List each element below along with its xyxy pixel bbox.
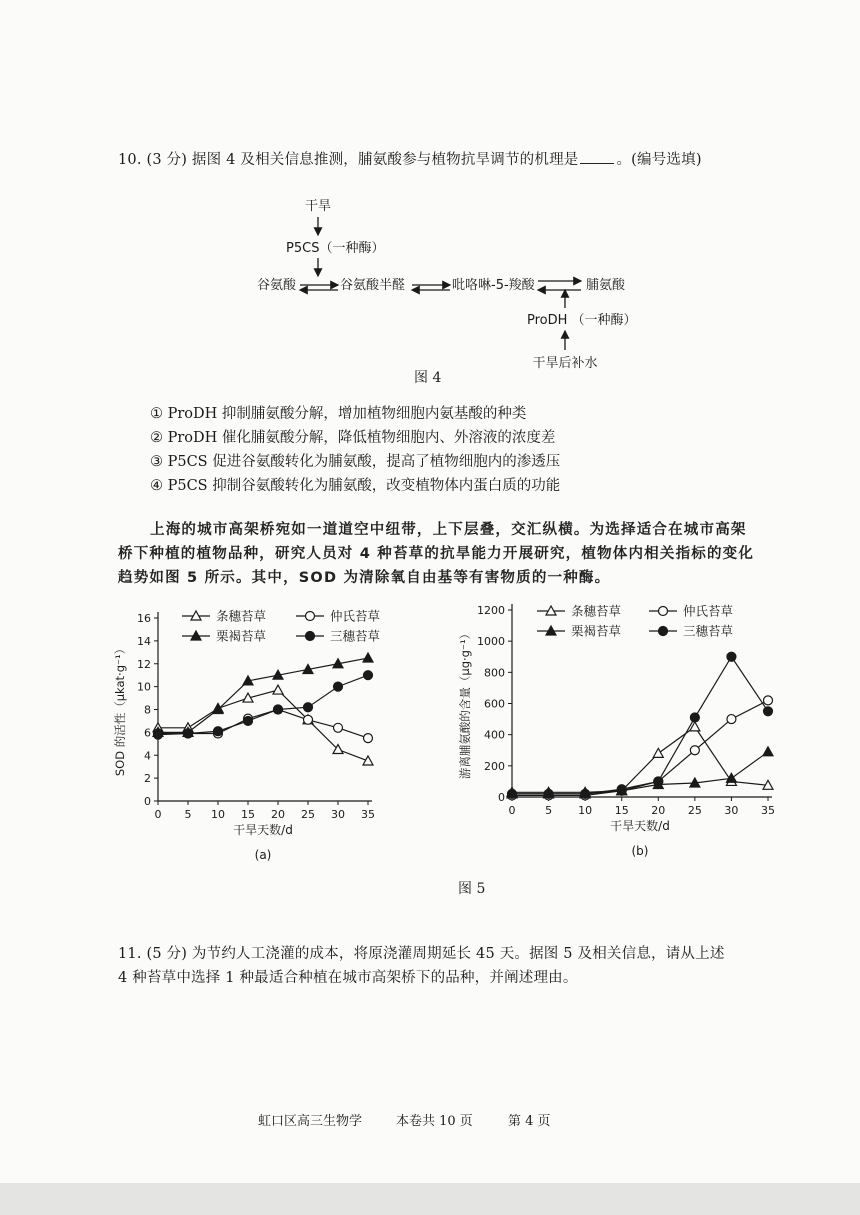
y-tick-label: 2 [144, 772, 151, 786]
y-tick-label: 12 [137, 657, 151, 671]
data-point [364, 671, 373, 680]
data-point [304, 715, 313, 724]
data-point [764, 696, 773, 705]
question-10-suffix: 。(编号选填) [616, 152, 702, 168]
x-axis-label: 干旱天数/d [610, 819, 670, 833]
intro-paragraph-line-2: 桥下种植的植物品种，研究人员对 4 种苔草的抗旱能力开展研究，植物体内相关指标的变化 [118, 546, 755, 562]
node-semialdehyde: 谷氨酸半醛 [340, 278, 406, 293]
legend-label: 仲氏苔草 [683, 603, 734, 619]
data-point [727, 715, 736, 724]
footer-page-number: 第 4 页 [508, 1114, 551, 1129]
y-tick-label: 16 [137, 612, 151, 625]
legend-marker [306, 632, 315, 641]
legend-label: 栗褐苔草 [571, 623, 622, 639]
data-point [304, 703, 313, 712]
question-10 [118, 148, 702, 169]
legend-label: 条穗苔草 [571, 603, 622, 619]
y-tick-label: 400 [484, 728, 505, 742]
figure-5-caption: 图 5 [458, 881, 486, 897]
panel-label: (b) [631, 844, 649, 858]
legend-label: 条穗苔草 [216, 608, 267, 624]
data-point [764, 707, 773, 716]
chart-a-sod [110, 598, 430, 870]
data-point [690, 746, 699, 755]
node-p5cs: P5CS（一种酶） [286, 241, 385, 256]
x-tick-label: 5 [184, 808, 192, 821]
option-2: ② ProDH 催化脯氨酸分解，降低植物细胞内、外溶液的浓度差 [150, 430, 556, 446]
series-line-2 [158, 658, 368, 732]
data-point [763, 747, 773, 756]
legend-label: 三穗苔草 [330, 628, 381, 644]
intro-paragraph-line-3: 趋势如图 5 所示。其中，SOD 为清除氧自由基等有害物质的一种酶。 [118, 570, 611, 586]
node-drought: 干旱 [304, 199, 332, 214]
data-point [274, 705, 283, 714]
answer-blank[interactable] [580, 151, 614, 164]
y-tick-label: 0 [498, 791, 505, 804]
figure-4-caption: 图 4 [414, 370, 442, 386]
data-point [508, 789, 517, 798]
node-prodh: ProDH （一种酶） [527, 313, 637, 328]
legend-label: 仲氏苔草 [330, 608, 381, 624]
x-tick-label: 15 [614, 804, 629, 817]
scan-bottom-band [0, 1183, 860, 1215]
x-tick-label: 30 [331, 808, 345, 821]
y-axis-label: 游离脯氨酸的含量（μg·g⁻¹） [458, 627, 472, 780]
y-tick-label: 800 [484, 666, 505, 680]
option-3: ③ P5CS 促进谷氨酸转化为脯氨酸，提高了植物细胞内的渗透压 [150, 454, 561, 470]
y-tick-label: 10 [137, 680, 151, 694]
data-point [581, 789, 590, 798]
x-tick-label: 0 [508, 804, 516, 817]
y-tick-label: 6 [144, 726, 151, 740]
y-tick-label: 0 [144, 795, 151, 808]
data-point [726, 773, 736, 782]
data-point [617, 785, 626, 794]
chart-b-proline [455, 598, 795, 870]
y-axis-label: SOD 的活性（μkat·g⁻¹） [113, 642, 127, 777]
x-axis-label: 干旱天数/d [233, 823, 293, 837]
x-tick-label: 5 [545, 804, 553, 817]
data-point [244, 716, 253, 725]
node-glutamate: 谷氨酸 [257, 278, 297, 293]
data-point [184, 729, 193, 738]
y-tick-label: 14 [137, 634, 151, 648]
x-tick-label: 15 [241, 808, 255, 821]
x-tick-label: 25 [687, 804, 702, 817]
x-tick-label: 30 [724, 804, 739, 817]
node-proline: 脯氨酸 [586, 278, 626, 293]
data-point [214, 727, 223, 736]
panel-label: (a) [254, 848, 272, 862]
x-tick-label: 35 [361, 808, 375, 821]
node-rewater: 干旱后补水 [532, 356, 598, 371]
legend-marker [306, 612, 315, 621]
y-tick-label: 1200 [477, 604, 505, 617]
data-point [653, 748, 663, 757]
x-tick-label: 10 [211, 808, 225, 821]
data-point [364, 734, 373, 743]
data-point [544, 789, 553, 798]
y-tick-label: 4 [144, 749, 151, 763]
question-10-text: 10. (3 分) 据图 4 及相关信息推测，脯氨酸参与植物抗旱调节的机理是 [118, 152, 579, 168]
question-11-line-2: 4 种苔草中选择 1 种最适合种植在城市高架桥下的品种，并阐述理由。 [118, 970, 578, 986]
y-tick-label: 600 [484, 697, 505, 711]
y-tick-label: 200 [484, 759, 505, 773]
footer-total-pages: 本卷共 10 页 [396, 1114, 473, 1129]
legend-marker [659, 607, 668, 616]
option-1: ① ProDH 抑制脯氨酸分解，增加植物细胞内氨基酸的种类 [150, 406, 527, 422]
x-tick-label: 35 [761, 804, 775, 817]
series-line-3 [512, 657, 768, 794]
y-tick-label: 1000 [477, 635, 505, 649]
legend-label: 三穗苔草 [683, 623, 734, 639]
x-tick-label: 0 [154, 808, 162, 821]
legend-marker [659, 627, 668, 636]
node-p5c: 吡咯啉-5-羧酸 [452, 278, 535, 293]
data-point [654, 777, 663, 786]
data-point [690, 713, 699, 722]
x-tick-label: 10 [578, 804, 593, 817]
x-tick-label: 20 [271, 808, 285, 821]
data-point [334, 723, 343, 732]
footer-school: 虹口区高三生物学 [258, 1114, 363, 1129]
data-point [273, 685, 283, 694]
intro-paragraph-line-1: 上海的城市高架桥宛如一道道空中纽带，上下层叠，交汇纵横。为选择适合在城市高架 [150, 522, 747, 538]
data-point [727, 652, 736, 661]
data-point [154, 730, 163, 739]
legend-label: 栗褐苔草 [216, 628, 267, 644]
x-tick-label: 20 [651, 804, 666, 817]
data-point [363, 756, 373, 765]
option-4: ④ P5CS 抑制谷氨酸转化为脯氨酸，改变植物体内蛋白质的功能 [150, 478, 561, 494]
question-11-line-1: 11. (5 分) 为节约人工浇灌的成本，将原浇灌周期延长 45 天。据图 5 及相关信息，请从上述 [118, 946, 725, 962]
x-tick-label: 25 [301, 808, 315, 821]
data-point [363, 653, 373, 662]
y-tick-label: 8 [144, 703, 151, 717]
data-point [334, 682, 343, 691]
figure-4-diagram [240, 190, 660, 390]
